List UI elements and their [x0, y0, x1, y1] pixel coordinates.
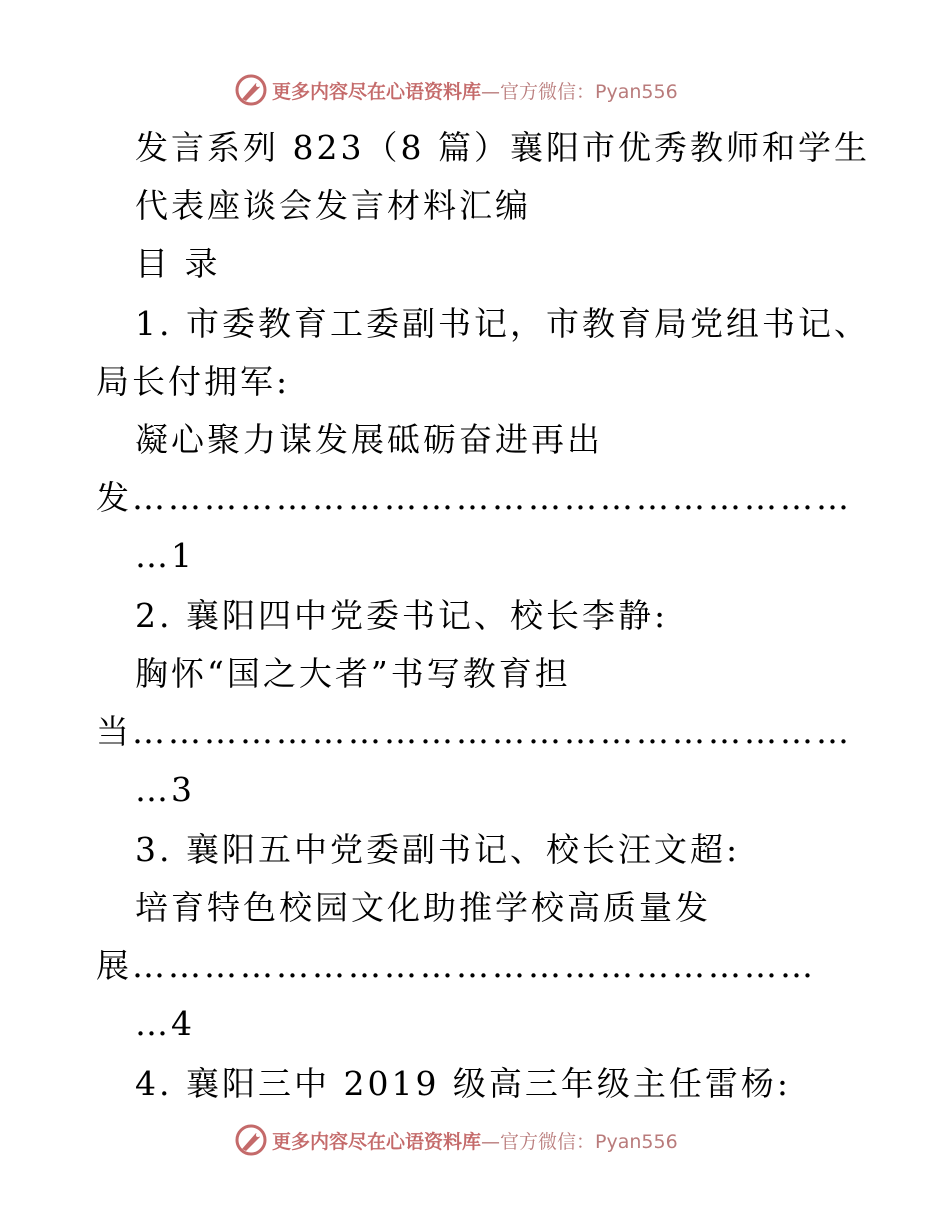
toc-item-3-speaker: 3. 襄阳五中党委副书记、校长汪文超:: [135, 830, 741, 869]
toc-item-1-speaker-cont: 局长付拥军:: [96, 362, 291, 401]
banner-main-text: 更多内容尽在心语资料库: [272, 1130, 482, 1153]
footer-banner: [234, 1122, 678, 1158]
doc-title-line-2: 代表座谈会发言材料汇编: [135, 186, 531, 225]
pen-logo-icon: [234, 73, 268, 107]
toc-item-2-speaker: 2. 襄阳四中党委书记、校长李静:: [135, 596, 669, 635]
toc-item-3-page: …4: [135, 1004, 195, 1043]
toc-item-2-title: 胸怀“国之大者”书写教育担: [135, 654, 571, 693]
toc-item-1-speaker: 1. 市委教育工委副书记，市教育局党组书记、: [135, 304, 870, 343]
banner-main-text: 更多内容尽在心语资料库: [272, 80, 482, 103]
doc-title-line-1: 发言系列 823（8 篇）襄阳市优秀教师和学生: [135, 128, 870, 167]
header-banner: [234, 72, 678, 108]
toc-item-4-speaker: 4. 襄阳三中 2019 级高三年级主任雷杨:: [135, 1064, 792, 1103]
toc-heading: 目 录: [135, 244, 221, 283]
toc-item-3-title-end: 展…………………………………………………: [96, 946, 816, 985]
toc-item-2-title-end: 当……………………………………………………: [96, 712, 852, 751]
toc-item-1-page: …1: [135, 536, 195, 575]
toc-item-1-title: 凝心聚力谋发展砥砺奋进再出: [135, 420, 603, 459]
banner-wechat-text: —官方微信：Pyan556: [481, 1130, 678, 1153]
toc-item-2-page: …3: [135, 770, 195, 809]
pen-logo-icon: [234, 1123, 268, 1157]
banner-wechat-text: —官方微信：Pyan556: [481, 80, 678, 103]
toc-item-1-title-end: 发……………………………………………………: [96, 478, 852, 517]
toc-item-3-title: 培育特色校园文化助推学校高质量发: [135, 888, 711, 927]
